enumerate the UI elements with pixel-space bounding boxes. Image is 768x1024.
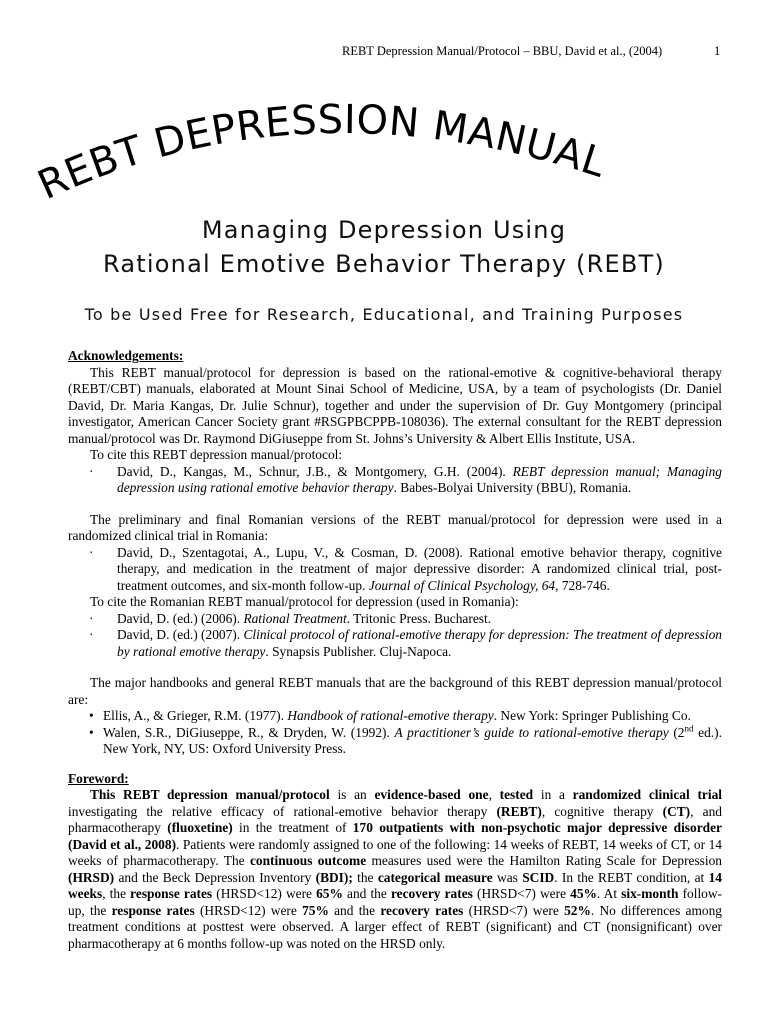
subtitle-line-2: Rational Emotive Behavior Therapy (REBT) — [103, 250, 665, 278]
citation-item: · David, D., Szentagotai, A., Lupu, V., & Cosman, D. (2008). Rational emotive behavior therapy, cognitive therapy, and medication in the treatment of major depressive disorder: A randomized clinical trial, post-treatment outcomes, and six-month follow-up. Journal of Clinical Psychology, 64, 728-746. — [89, 544, 722, 593]
citation-item: · David, D. (ed.) (2006). Rational Treatment. Tritonic Press. Bucharest. — [89, 610, 492, 626]
running-title: REBT Depression Manual/Protocol – BBU, David et al., (2004) — [342, 44, 663, 58]
subtitle-line-1: Managing Depression Using — [201, 216, 567, 244]
foreword-heading: Foreword: — [68, 770, 129, 786]
citation-item: · David, D., Kangas, M., Schnur, J.B., & Montgomery, G.H. (2004). REBT depression manual; Managing depression using rational emotive behavior therapy. Babes-Bolyai University (BBU), Romania. — [89, 463, 722, 495]
dot-marker: · — [89, 544, 94, 560]
dot-marker: · — [89, 627, 94, 642]
subtitle — [0, 213, 768, 281]
page-number: 1 — [714, 44, 721, 58]
trial-paragraph: The preliminary and final Romanian versions of the REBT manual/protocol for depression were used in a randomized clinical trial in Romania: — [68, 511, 722, 543]
cite-intro: To cite this REBT depression manual/protocol: — [90, 447, 343, 462]
acknowledgements-paragraph: This REBT manual/protocol for depression is based on the rational-emotive & cognitive-behavioral therapy (REBT/CBT) manuals, elaborated at Mount Sinai School of Medicine, USA, by a team of psychologists (Dr. Daniel David, Dr. Maria Kangas, Dr. Julie Schnur), together and under the supervision of Dr. Guy Montgomery (principal investigator, American Cancer Society grant #RSGPBCPPB-108036). The external consultant for the REBT depression manual/protocol was Dr. Raymond DiGiuseppe from St. Johns’s University & Albert Ellis Institute, USA. — [68, 364, 722, 446]
dot-marker: · — [89, 610, 94, 626]
foreword-paragraph: This REBT depression manual/protocol is an evidence-based one, tested in a randomized clinical trial investigating the relative efficacy of rational-emotive behavior therapy (REBT), cognitive therapy (CT), and pharmacotherapy (fluoxetine) in the treatment of 170 outpatients with non-psychotic major depressive disorder (David et al., 2008). Patients were randomly assigned to one of the following: 14 weeks of REBT, 14 weeks of CT, or 14 weeks of pharmacotherapy. The continuous outcome measures used were the Hamilton Rating Scale for Depression (HRSD) and the Beck Depression Inventory (BDI); the categorical measure was SCID. In the REBT condition, at 14 weeks, the response rates (HRSD<12) were 65% and the recovery rates (HRSD<7) were 45%. At six-month follow-up, the response rates (HRSD<12) were 75% and the recovery rates (HRSD<7) were 52%. No differences among treatment conditions at posttest were observed. A larger effect of REBT (significant) and CT (nonsignificant) over pharmacotherapy at 6 months follow-up was noted on the HRSD only. — [68, 787, 723, 951]
document-body — [68, 348, 722, 952]
romanian-cite-intro: To cite the Romanian REBT manual/protocol for depression (used in Romania): — [90, 594, 519, 609]
citation-item: · David, D. (ed.) (2007). Clinical protocol of rational-emotive therapy for depression: The treatment of depression by rational emotive therapy. Synapsis Publisher. Cluj-Napoca. — [89, 627, 723, 659]
arched-title — [20, 78, 680, 218]
citation-item: • Ellis, A., & Grieger, R.M. (1977). Handbook of rational-emotive therapy. New York: Springer Publishing Co. — [89, 708, 691, 723]
acknowledgements-heading: Acknowledgements: — [68, 348, 184, 363]
dot-marker: · — [89, 463, 94, 479]
citation-item: • Walen, S.R., DiGiuseppe, R., & Dryden, W. (1992). A practitioner’s guide to rational-emotive therapy (2nd ed.). New York, NY, US: Oxford University Press. — [89, 723, 722, 756]
purpose-line: To be Used Free for Research, Educational, and Training Purposes — [84, 305, 684, 324]
bullet-marker: • — [89, 724, 94, 740]
bullet-marker: • — [89, 708, 94, 723]
handbooks-paragraph: The major handbooks and general REBT manuals that are the background of this REBT depression manual/protocol are: — [68, 675, 722, 707]
arched-title-text: REBT DEPRESSION MANUAL — [31, 96, 612, 209]
